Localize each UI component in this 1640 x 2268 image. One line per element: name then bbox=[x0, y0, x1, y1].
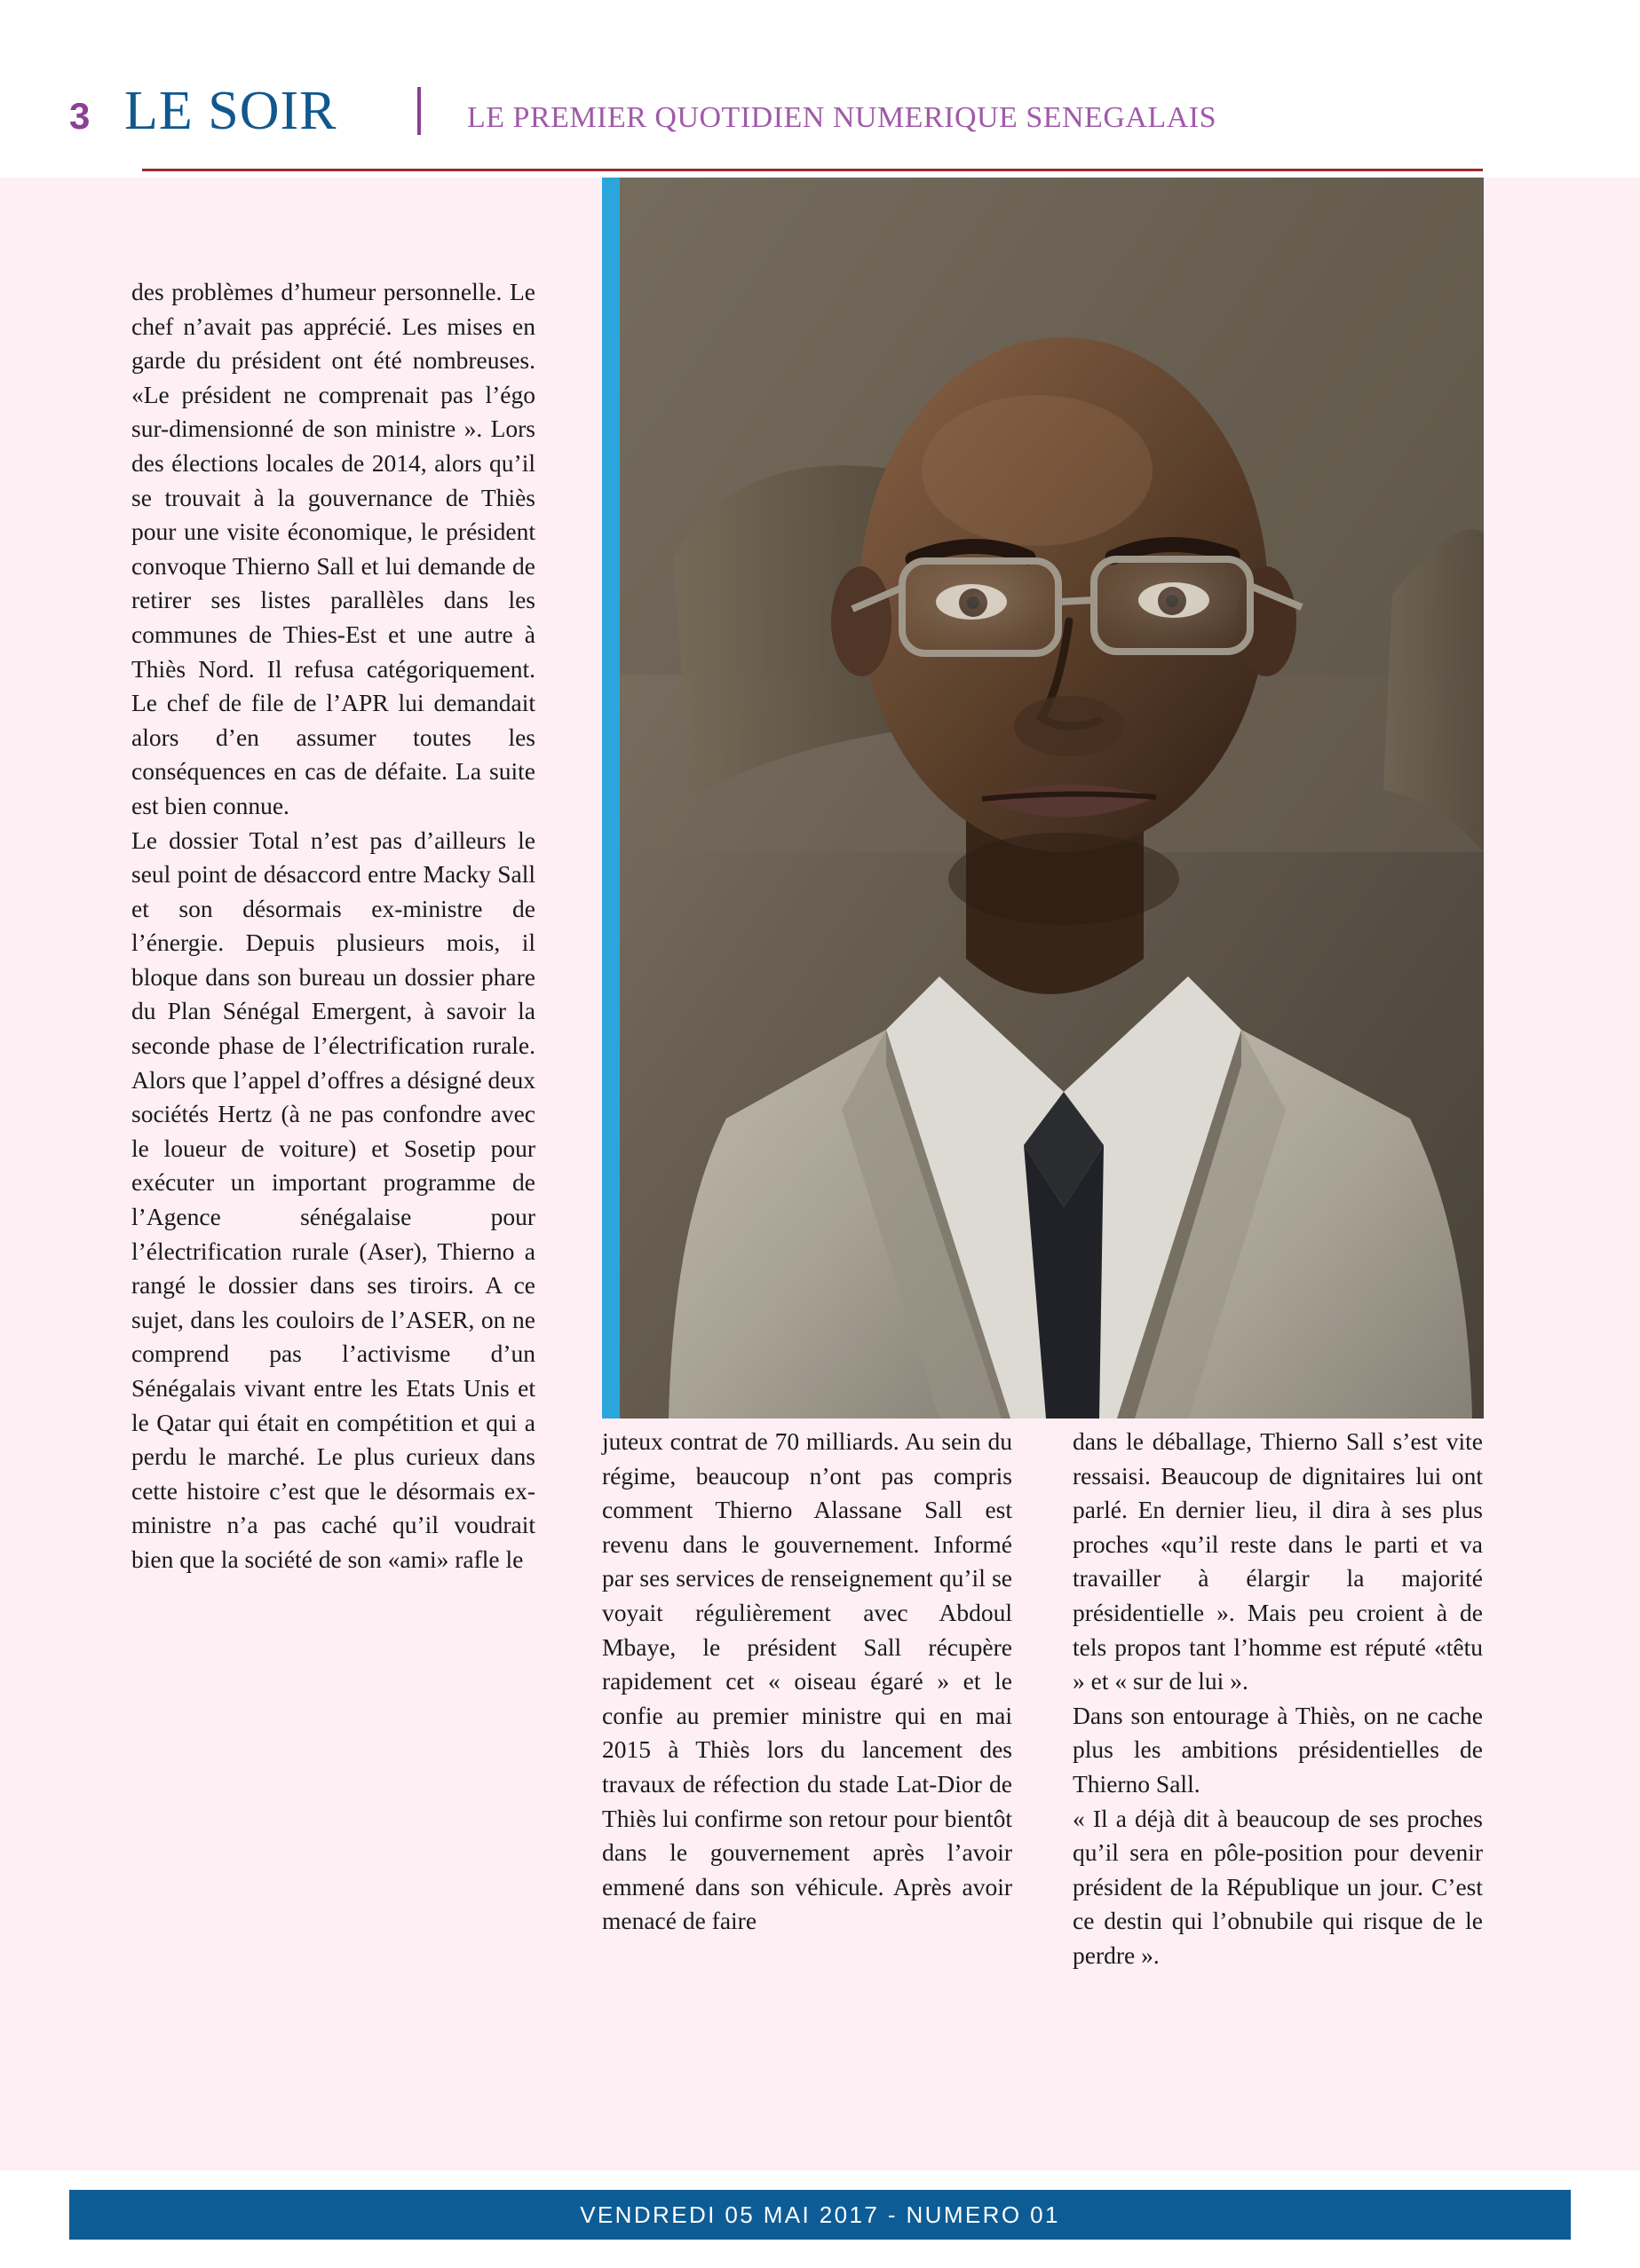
text-column-3 bbox=[1073, 1425, 1483, 1973]
page-number: 3 bbox=[69, 95, 91, 137]
text-column-1 bbox=[131, 275, 535, 1577]
paragraph: « Il a déjà dit à beaucoup de ses proches qu’il sera en pôle-position pour devenir président de la République un jour. C’est ce destin qui l’obnubile qui risque de le perdre ». bbox=[1073, 1804, 1483, 1969]
masthead-divider bbox=[417, 87, 421, 135]
article-body bbox=[0, 178, 1640, 2170]
paragraph: juteux contrat de 70 milliards. Au sein du régime, beaucoup n’ont pas compris comment Thierno Alassane Sall est revenu dans le gouvernement. Informé par ses services de renseignement qu’il se voyait régulièrement avec Abdoul Mbaye, le président Sall récupère rapidement cet « oiseau égaré » et le confie au premier ministre qui en mai 2015 à Thiès lors du lancement des travaux de réfection du stade Lat-Dior de Thiès lui confirme son retour pour bientôt dans le gouvernement après l’avoir emmené dans son véhicule. Après avoir menacé de faire bbox=[602, 1427, 1012, 1935]
masthead-rule bbox=[142, 169, 1483, 171]
footer bbox=[0, 2170, 1640, 2268]
article-photo bbox=[620, 178, 1484, 1418]
paragraph: des problèmes d’humeur personnelle. Le chef n’avait pas apprécié. Les mises en garde du président ont été nombreuses. «Le président ne comprenait pas l’égo sur-dimensionné de son ministre ». Lors des élections locales de 2014, alors qu’il se trouvait à la gouvernance de Thiès pour une visite économique, le président convoque Thierno Sall et lui demande de retirer ses listes parallèles dans les communes de Thies-Est et une autre à Thiès Nord. Il refusa catégoriquement. Le chef de file de l’APR lui demandait alors d’en assumer toutes les conséquences en cas de défaite. La suite est bien connue. bbox=[131, 278, 535, 819]
article-photo-block bbox=[602, 178, 1484, 1418]
masthead-inner bbox=[69, 69, 1571, 140]
paragraph: Le dossier Total n’est pas d’ailleurs le seul point de désaccord entre Macky Sall et son désormais ex-ministre de l’énergie. Depuis plusieurs mois, il bloque dans son bureau un dossier phare du Plan Sénégal Emergent, à savoir la seconde phase de l’électrification rurale. Alors que l’appel d’offres a désigné deux sociétés Hertz (à ne pas confondre avec le loueur de voiture) et Sosetip pour exécuter un important programme de l’Agence sénégalaise pour l’électrification rurale (Aser), Thierno a rangé le dossier dans ses tiroirs. A ce sujet, dans les couloirs de l’ASER, on ne comprend pas l’activisme d’un Sénégalais vivant entre les Etats Unis et le Qatar qui était en compétition et qui a perdu le marché. Le plus curieux dans cette histoire c’est que le désormais ex-ministre n’a pas caché qu’il voudrait bien que la société de son «ami» rafle le bbox=[131, 826, 535, 1573]
publication-tagline: LE PREMIER QUOTIDIEN NUMERIQUE SENEGALAIS bbox=[467, 101, 1216, 134]
footer-date-issue: VENDREDI 05 MAI 2017 - NUMERO 01 bbox=[580, 2201, 1060, 2228]
text-column-2 bbox=[602, 1425, 1012, 1939]
publication-title: LE SOIR bbox=[124, 81, 337, 141]
footer-bar bbox=[69, 2190, 1571, 2240]
masthead bbox=[0, 0, 1640, 178]
paragraph: dans le déballage, Thierno Sall s’est vite ressaisi. Beaucoup de dignitaires lui ont parlé. En dernier lieu, il dira à ses plus proches «qu’il reste dans le parti et va travailler à élargir la majorité présidentielle ». Mais peu croient à de tels propos tant l’homme est réputé «têtu » et « sur de lui ». bbox=[1073, 1427, 1483, 1695]
paragraph: Dans son entourage à Thiès, on ne cache plus les ambitions présidentielles de Thierno Sall. bbox=[1073, 1701, 1483, 1798]
